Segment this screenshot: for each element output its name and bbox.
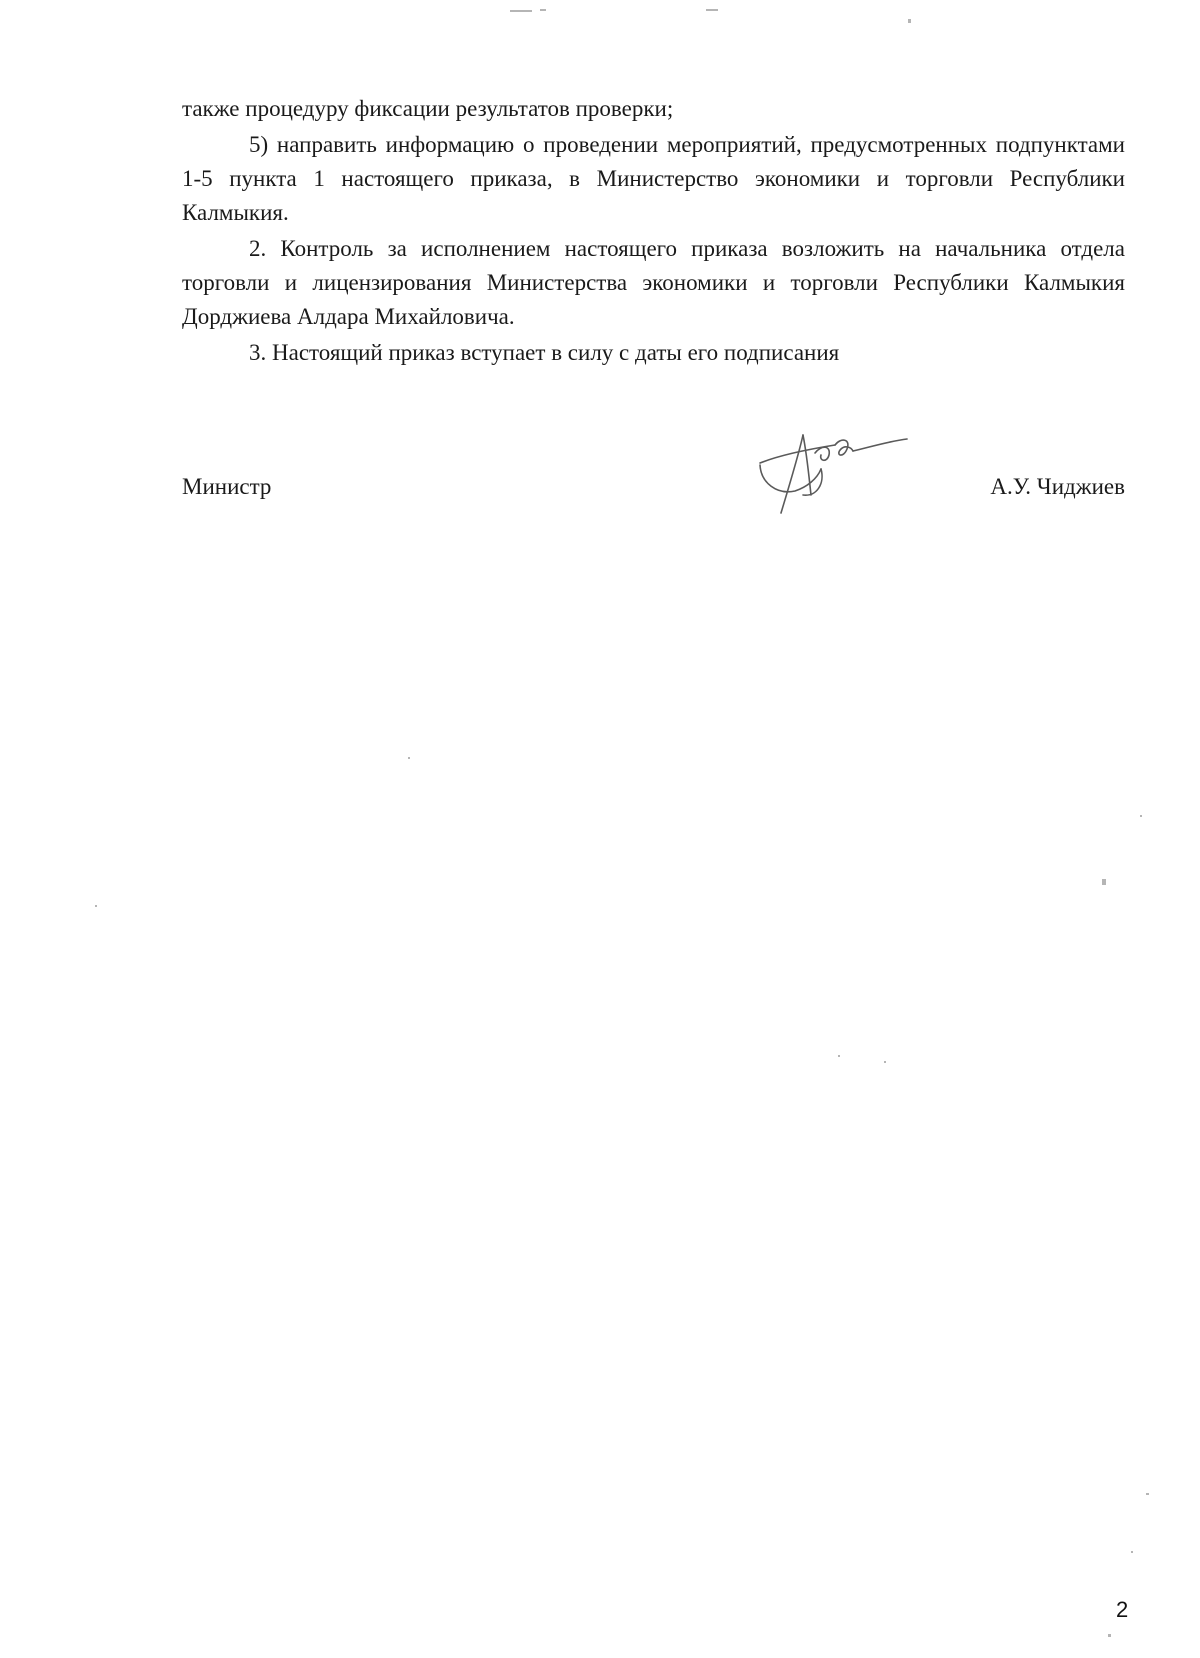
signer-title: Министр bbox=[182, 474, 272, 499]
document-body bbox=[182, 92, 1125, 370]
paragraph-text: 5) направить информацию о проведении мероприятий, предусмотренных подпунктами 1-5 пункта 1 настоящего приказа, в Министерство экономики и торговли Республики Калмыкия. bbox=[182, 132, 1125, 225]
paragraph-text: 2. Контроль за исполнением настоящего приказа возложить на начальника отдела торговли и лицензирования Министерства экономики и торговли Республики Калмыкия Дорджиева Алдара Михайловича. bbox=[182, 236, 1125, 329]
paragraph-text: также процедуру фиксации результатов проверки; bbox=[182, 96, 674, 121]
paragraph-text: 3. Настоящий приказ вступает в силу с даты его подписания bbox=[249, 340, 840, 365]
signature-block bbox=[182, 470, 1125, 510]
page-number: 2 bbox=[1116, 1597, 1129, 1622]
signer-name: А.У. Чиджиев bbox=[990, 474, 1125, 499]
